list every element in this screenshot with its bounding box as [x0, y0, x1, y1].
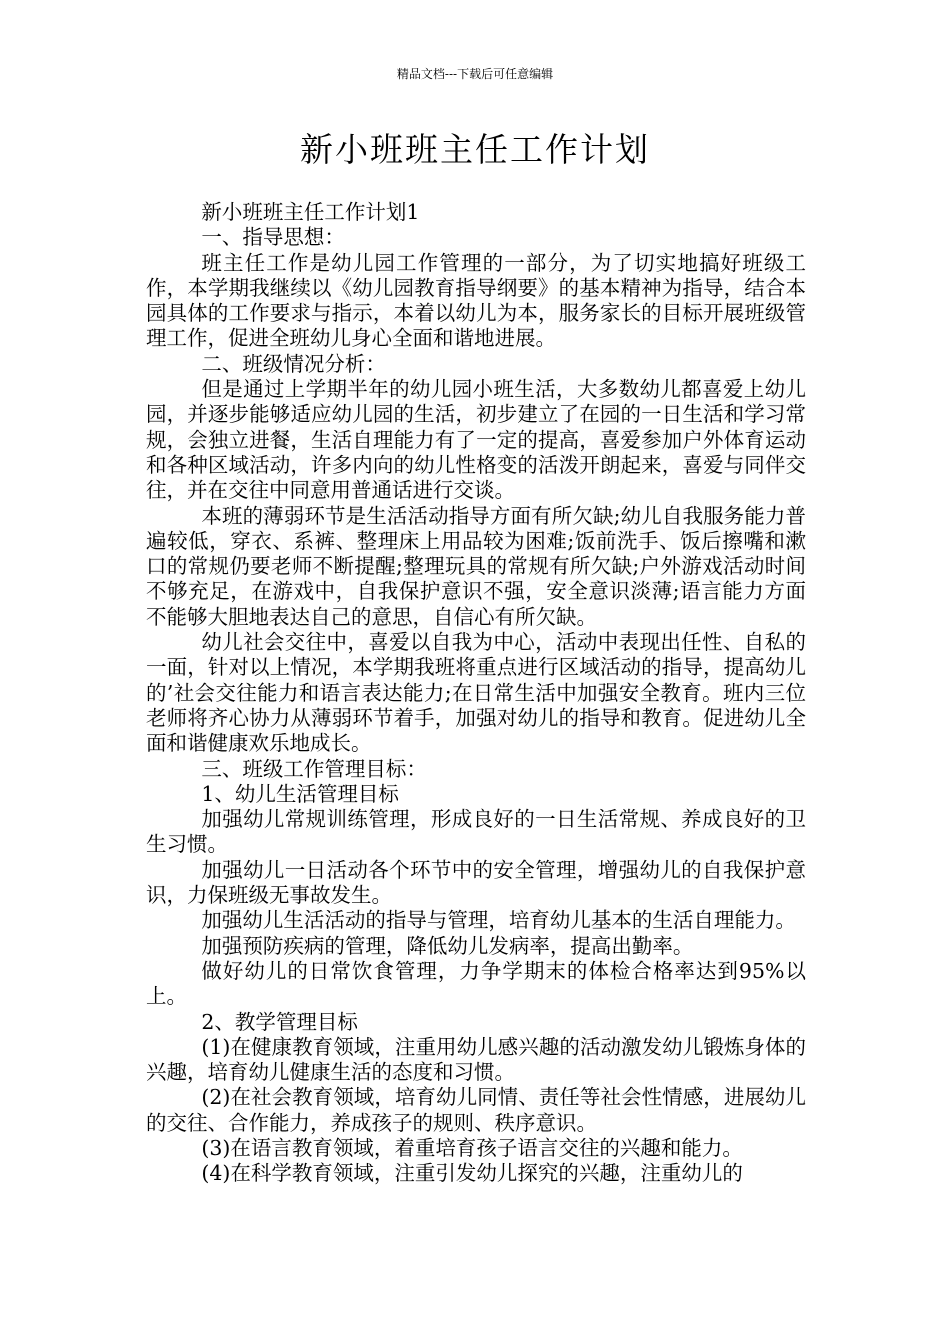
paragraph: 加强幼儿一日活动各个环节中的安全管理，增强幼儿的自我保护意识，力保班级无事故发生。: [146, 857, 806, 908]
paragraph: 新小班班主任工作计划1: [201, 200, 420, 224]
document-body: [146, 200, 806, 1187]
paragraph: 做好幼儿的日常饮食管理，力争学期末的体检合格率达到95%以上。: [146, 958, 806, 1009]
paragraph: 加强预防疾病的管理，降低幼儿发病率，提高出勤率。: [201, 933, 694, 958]
paragraph: 但是通过上学期半年的幼儿园小班生活，大多数幼儿都喜爱上幼儿园，并逐步能够适应幼儿园的生活，初步建立了在园的一日生活和学习常规，会独立进餐，生活自理能力有了一定的提高，喜爱参加户外体育运动和各种区域活动，许多内向的幼儿性格变的活泼开朗起来，喜爱与同伴交往，并在交往中同意用普通话进行交谈。: [146, 377, 806, 503]
subsection-heading: 2、教学管理目标: [201, 1009, 358, 1034]
subsection-heading: 1、幼儿生活管理目标: [201, 781, 399, 806]
document-title: 新小班班主任工作计划: [300, 130, 650, 169]
paragraph: (3)在语言教育领域，着重培育孩子语言交往的兴趣和能力。: [201, 1135, 743, 1160]
paragraph: 本班的薄弱环节是生活活动指导方面有所欠缺;幼儿自我服务能力普遍较低，穿衣、系裤、整理床上用品较为困难;饭前洗手、饭后擦嘴和漱口的常规仍要老师不断提醒;整理玩具的常规有所欠缺;户外游戏活动时间不够充足，在游戏中，自我保护意识不强，安全意识淡薄;语言能力方面不能够大胆地表达自己的意思，自信心有所欠缺。: [146, 503, 806, 629]
section-heading: 三、班级工作管理目标：: [201, 756, 427, 781]
paragraph: 加强幼儿生活活动的指导与管理，培育幼儿基本的生活自理能力。: [201, 908, 796, 933]
section-heading: 一、指导思想：: [201, 225, 345, 250]
paragraph: 班主任工作是幼儿园工作管理的一部分，为了切实地搞好班级工作，本学期我继续以《幼儿园教育指导纲要》的基本精神为指导，结合本园具体的工作要求与指示，本着以幼儿为本，服务家长的目标开展班级管理工作，促进全班幼儿身心全面和谐地进展。: [146, 250, 806, 351]
paragraph: 幼儿社会交往中，喜爱以自我为中心，活动中表现出任性、自私的一面，针对以上情况，本学期我班将重点进行区域活动的指导，提高幼儿的’社会交往能力和语言表达能力;在日常生活中加强安全教育。班内三位老师将齐心协力从薄弱环节着手，加强对幼儿的指导和教育。促进幼儿全面和谐健康欢乐地成长。: [146, 630, 806, 756]
paragraph: (1)在健康教育领域，注重用幼儿感兴趣的活动激发幼儿锻炼身体的兴趣，培育幼儿健康生活的态度和习惯。: [146, 1034, 806, 1085]
paragraph: 加强幼儿常规训练管理，形成良好的一日生活常规、养成良好的卫生习惯。: [146, 807, 806, 857]
section-heading: 二、班级情况分析：: [201, 351, 386, 376]
paragraph: (4)在科学教育领域，注重引发幼儿探究的兴趣，注重幼儿的: [201, 1161, 743, 1186]
page-header: 精品文档---下载后可任意编辑: [396, 67, 554, 81]
paragraph: (2)在社会教育领域，培育幼儿同情、责任等社会性情感，进展幼儿的交往、合作能力，养成孩子的规则、秩序意识。: [146, 1085, 806, 1135]
